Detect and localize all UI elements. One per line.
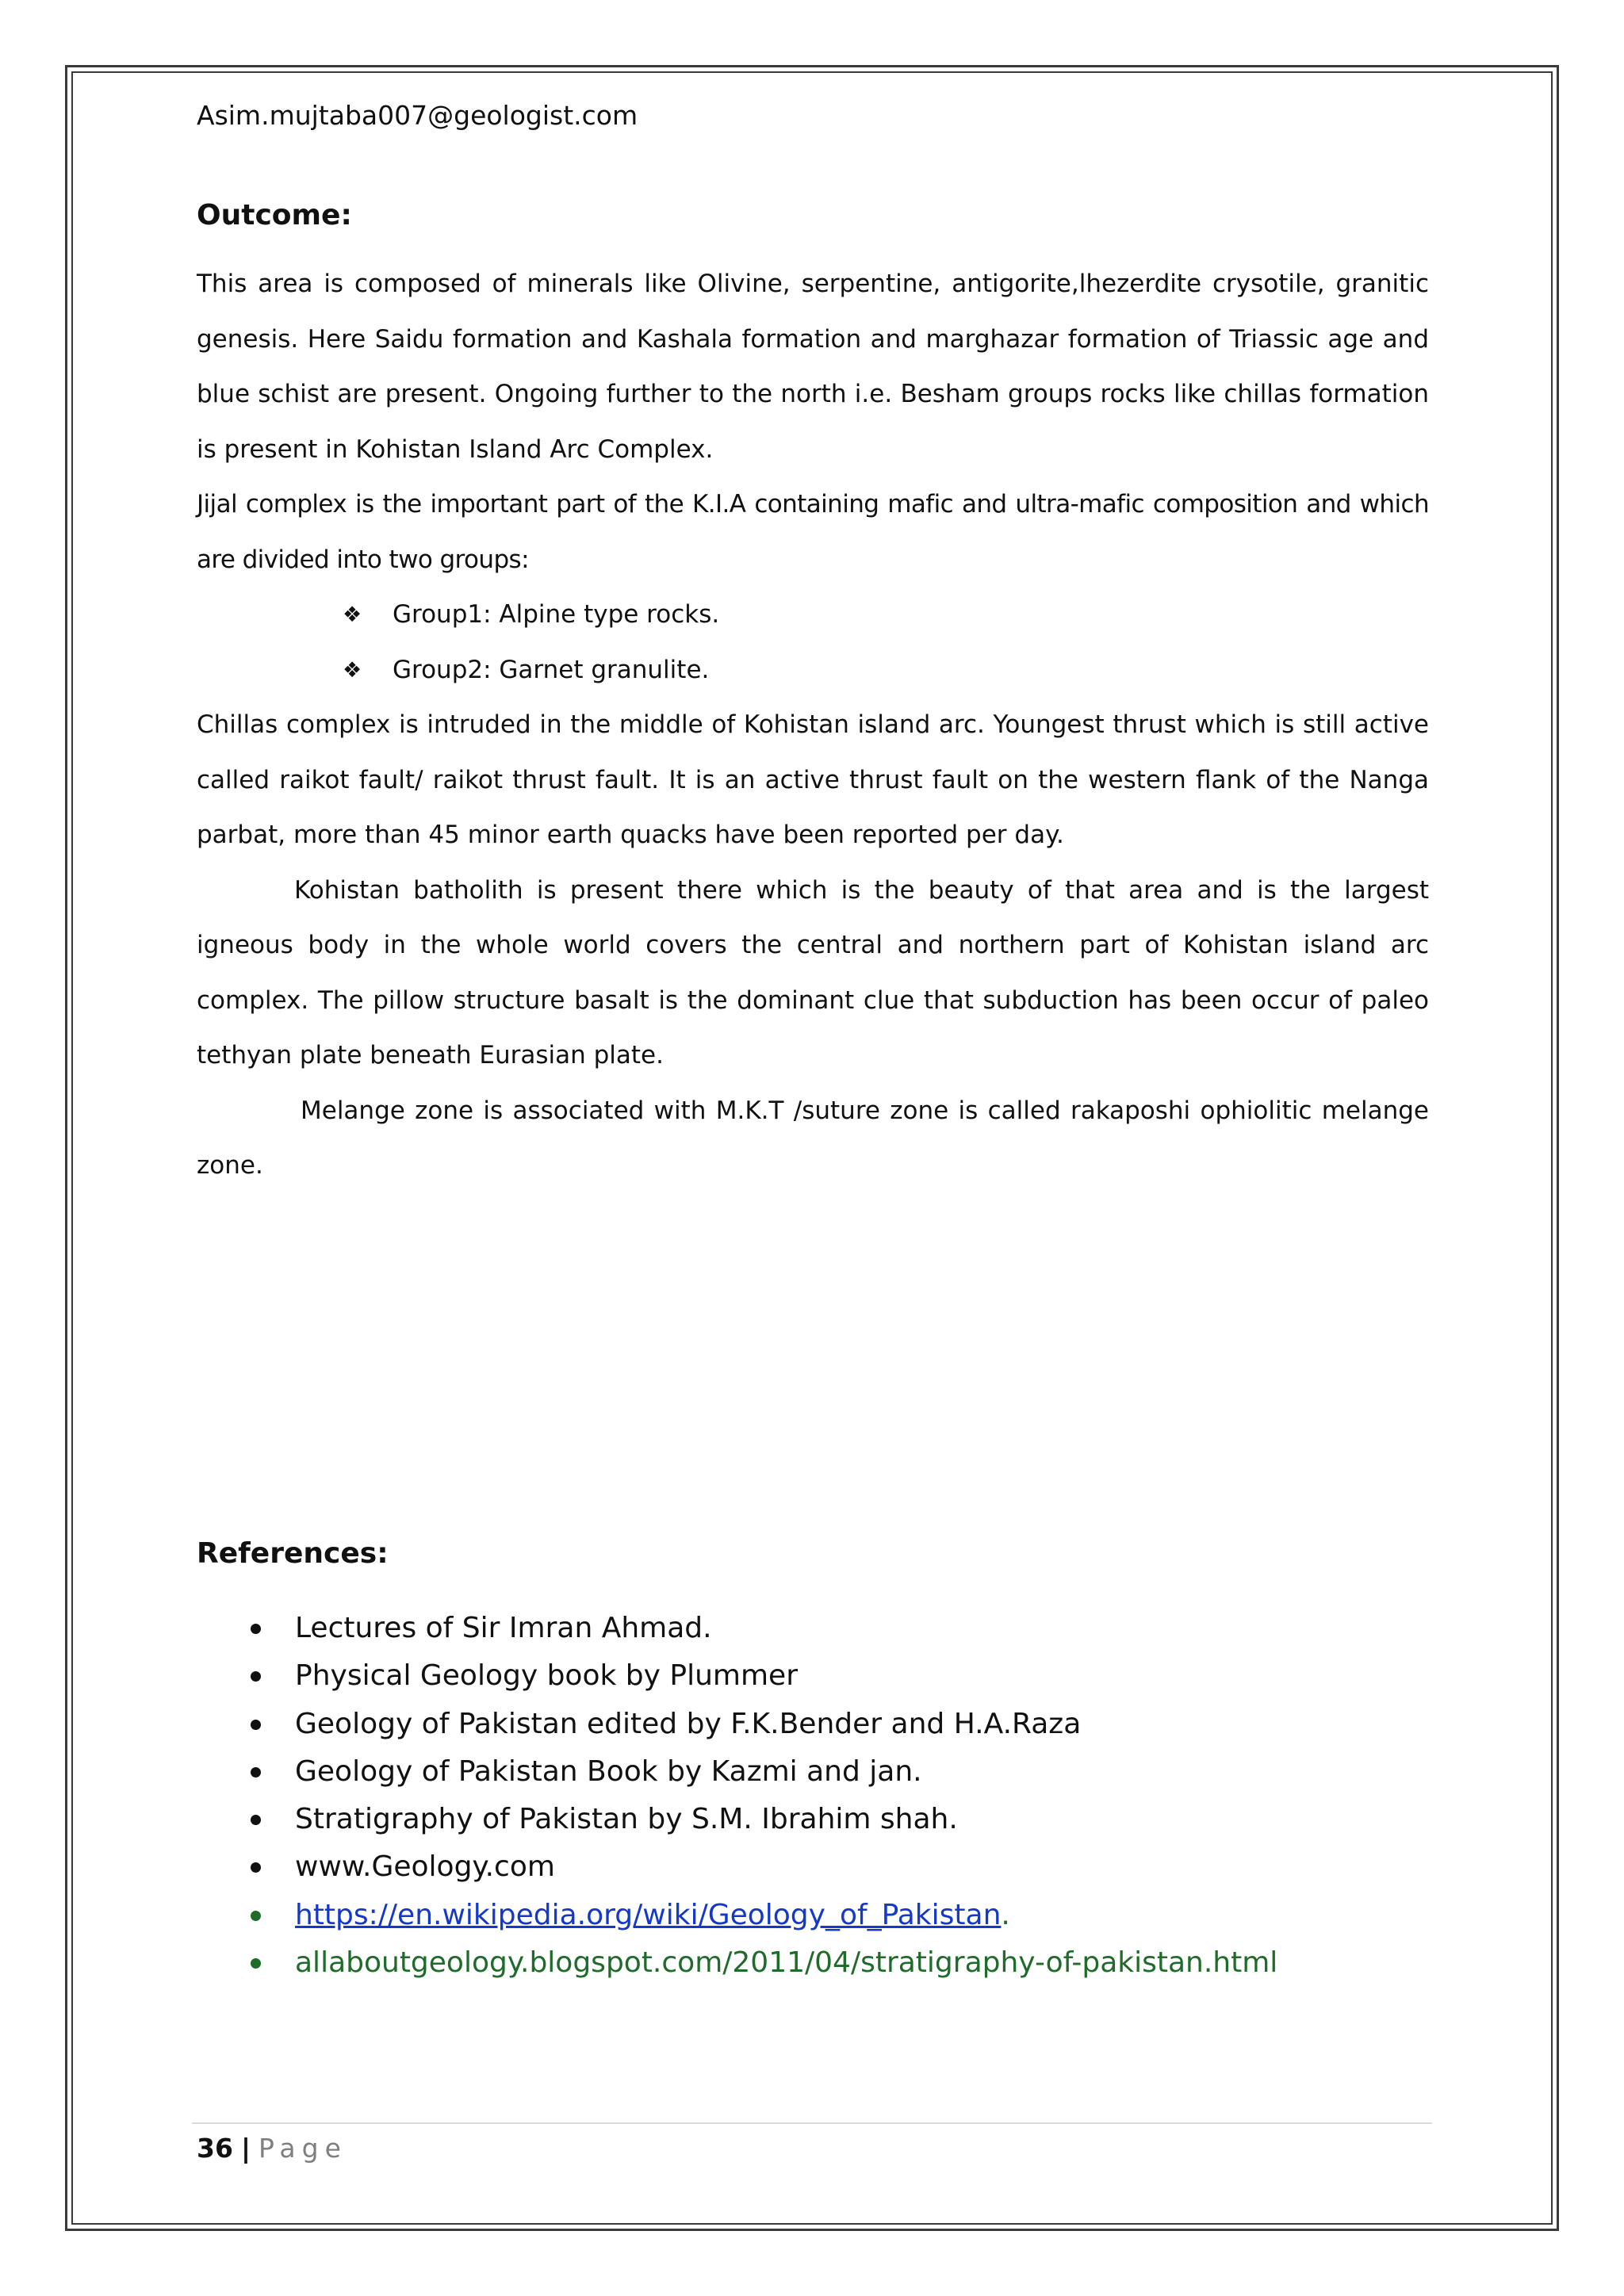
- outcome-paragraph-4: Kohistan batholith is present there which is the beauty of that area and is the largest igneous body in the whole world covers the central and northern part of Kohistan island arc complex. The pillow structure basalt is the dominant clue that subduction has been occur of paleo tethyan plate beneath Eurasian plate.: [197, 875, 1429, 1070]
- bullet-icon: [251, 1815, 261, 1825]
- page-content: [197, 94, 1429, 1980]
- blog-reference: allaboutgeology.blogspot.com/2011/04/stratigraphy-of-pakistan.html: [295, 1946, 1278, 1980]
- list-item: [197, 643, 1429, 698]
- diamond-bullet-icon: ❖: [343, 603, 362, 627]
- reference-text: www.Geology.com: [295, 1850, 555, 1884]
- outcome-paragraph-5: Melange zone is associated with M.K.T /suture zone is called rakaposhi ophiolitic melange zone.: [197, 1096, 1429, 1180]
- wikipedia-link[interactable]: https://en.wikipedia.org/wiki/Geology_of_Pakistan: [295, 1898, 1002, 1931]
- author-email: Asim.mujtaba007@geologist.com: [197, 100, 638, 131]
- outcome-body: [197, 257, 1429, 1194]
- group-label: Group1: Alpine type rocks.: [393, 600, 720, 629]
- page-number: 36: [197, 2133, 233, 2164]
- outcome-paragraph-3: Chillas complex is intruded in the middle of Kohistan island arc. Youngest thrust which is still active called raikot fault/ raikot thrust fault. It is an active thrust fault on the western flank of the Nanga parbat, more than 45 minor earth quacks have been reported per day.: [197, 710, 1429, 849]
- list-item: [197, 1843, 1429, 1891]
- group-label: Group2: Garnet granulite.: [393, 655, 710, 684]
- group-list: [197, 587, 1429, 698]
- list-item: [197, 1605, 1429, 1652]
- footer-divider: [192, 2122, 1432, 2124]
- references-list: [197, 1605, 1429, 1987]
- list-item: [197, 1652, 1429, 1700]
- list-item: [197, 587, 1429, 643]
- reference-text: Geology of Pakistan Book by Kazmi and jan.: [295, 1755, 922, 1788]
- list-item: [197, 1701, 1429, 1748]
- outcome-paragraph-2: Jijal complex is the important part of the K.I.A containing mafic and ultra-mafic composition and which are divided into two groups:: [197, 490, 1429, 574]
- bullet-icon: [251, 1624, 261, 1634]
- list-item: [197, 1892, 1429, 1939]
- bullet-icon: [251, 1862, 261, 1873]
- page-label: Page: [259, 2133, 347, 2164]
- reference-text: Geology of Pakistan edited by F.K.Bender and H.A.Raza: [295, 1707, 1082, 1740]
- page-footer: [197, 2130, 347, 2168]
- list-item: [197, 1796, 1429, 1843]
- bullet-icon: [251, 1958, 261, 1969]
- references-heading: References:: [197, 1537, 389, 1570]
- bullet-icon: [251, 1720, 261, 1730]
- outcome-heading: Outcome:: [197, 199, 352, 232]
- link-trailing-period: .: [1001, 1898, 1010, 1931]
- diamond-bullet-icon: ❖: [343, 657, 362, 683]
- reference-text: Physical Geology book by Plummer: [295, 1659, 798, 1693]
- bullet-icon: [251, 1911, 261, 1921]
- outcome-paragraph-1: This area is composed of minerals like Olivine, serpentine, antigorite,lhezerdite crysotile, granitic genesis. Here Saidu formation and Kashala formation and marghazar formation of Triassic age and blue schist are present. Ongoing further to the north i.e. Besham groups rocks like chillas formation is present in Kohistan Island Arc Complex.: [197, 270, 1429, 464]
- footer-separator: |: [240, 2133, 251, 2164]
- reference-text: Lectures of Sir Imran Ahmad.: [295, 1612, 712, 1644]
- reference-text: Stratigraphy of Pakistan by S.M. Ibrahim shah.: [295, 1803, 958, 1836]
- list-item: [197, 1748, 1429, 1796]
- list-item: [197, 1939, 1429, 1987]
- bullet-icon: [251, 1671, 261, 1682]
- bullet-icon: [251, 1767, 261, 1777]
